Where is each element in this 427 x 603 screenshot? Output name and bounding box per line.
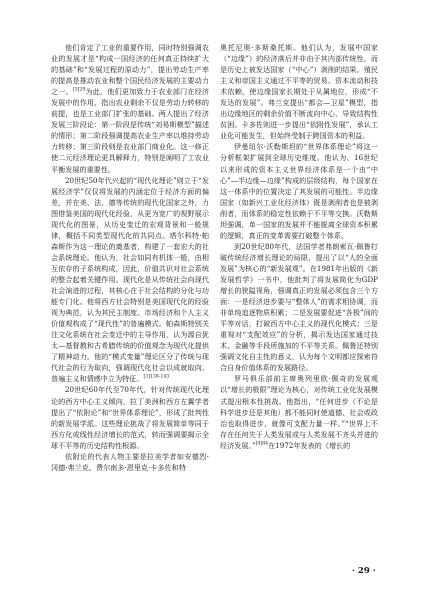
paragraph-text: 罗马俱乐部前主席奥列里欧·佩奇的发展观以“增长的极限”理论为核心，对传统工业化发展模式提出根本性挑战。他指出，“任何进步（不论是科学进步还是其他）都不能同时使道德、社会或政治也取得进步，就像可支配力量一样。”“世界上不存在任何失于人类发展或与人类发展不齐头并进的经济发展。” [220, 374, 378, 450]
citation-ref: [4]84 [255, 441, 269, 447]
citation-ref: [3]138-143 [143, 375, 170, 381]
paragraph-text: 依附论的代表人物主要是拉美学者如安德烈·冈德·弗兰克、费尔南多·恩里克·卡多佐和特 [51, 451, 209, 472]
paragraph-text: 伊曼纽尔·沃勒斯坦的“世界体系理论”将这一分析框架扩展到全球历史维度。他认为，16世纪以来形成的资本主义世界经济体系是一个由“中心”—半边缘—边缘”构成的层级结构，每个国家在这一体系中的位置决定了其发展的可能性。半边缘国家（如新兴工业化经济体）既是剥削者也是被剥削者，而体系的稳定性依赖于不平等交换。沃勒斯坦强调，单一国家的发展并不能脱离全球资本积累的逻辑，真正的变革需要打破整个体系。 [220, 142, 378, 240]
paragraph [220, 241, 378, 374]
paragraph [51, 451, 209, 473]
paragraph-text: 在1972年发表的《增长的 [268, 440, 351, 450]
citation-ref: [3]29 [72, 87, 86, 93]
paragraph [51, 384, 209, 450]
paragraph-text: 为此，他们更加致力于农业部门在经济发展中的作用，指出农业剩余不仅是劳动力转移的前提，也是工业部门扩张的基础。两人提出了经济发展三阶段论：第一阶段是传统“刘易斯模型”描述的情形；第二阶段强调提高农业生产率以维持劳动力转移；第三阶段则是农业部门商业化。这一修正使二元经济理论更具解释力，特别是阐明了工农业平衡发展的重要性。 [51, 87, 210, 174]
paragraph-text: 奥托尼奥·多斯桑托斯。他们认为，发展中国家（“边缘”）的经济落后并非由于其内部传统性，而是历史上被发达国家（“中心”）剥削的结果。殖民主义和帝国主义通过不平等的贸易、资本流动和技术依赖，使边缘国家长期处于从属地位，形成“不发达的发展”。弗兰克提出“都会—卫星”模型，指出边缘地区的剩余价值不断流向中心，导致结构性贫困。卡多佐则进一步提出“依附性发展”，承认工业化可能发生，但始终受制于跨国资本的利益。 [220, 43, 378, 141]
left-text-column [51, 42, 209, 473]
paragraph-text: 他们肯定了工业的重要作用，同时特别强调农业的发展才是“构成一国经济的任何真正持续扩大的基础”和“发展过程的原动力”，提出劳动生产率的提高是推动农业和整个国民经济发展的主要动力之一。 [51, 43, 209, 97]
paragraph [220, 42, 378, 141]
paragraph [51, 42, 209, 175]
right-text-column [220, 42, 378, 451]
page-number: · 29 · [352, 566, 376, 576]
paragraph [51, 175, 209, 385]
paragraph-text: 到20世纪80年代，法国学者弗朗索瓦·佩鲁打破传统经济增长理论的局限，提出了以“人的全面发展”为核心的“新发展观”。在1981年出版的《新发展哲学》一书中，他批判了将发展简化为GDP增长的狭隘视角，强调真正的发展必须包含三个方面：一是经济进步要与“整体人”的需求相协调，而非单纯追逐物质积累；二是发展要促进“各极”间的平等对话，打破西方中心主义的现代化模式；三是重视对“支配效应”的分析，揭示发达国家通过技术、金融等手段所施加的不平等关系。佩鲁还特别强调文化自主性的意义，认为每个文明都应探索符合自身价值体系的发展路径。 [220, 241, 378, 373]
paragraph [220, 141, 378, 240]
paragraph [220, 373, 378, 450]
paragraph-text: 20世纪60年代至70年代，针对传统现代化理论的西方中心主义倾向，拉丁美洲和西方左翼学者提出了“依附论”和“世界体系理论”，形成了批判性的新发展学派。这些理论挑战了将发展简单等同于西方化或线性经济增长的范式，转而强调要揭示全球不平等的历史结构性根源。 [51, 385, 209, 450]
paragraph-text: 20世纪50年代兴起的“现代化理论”则立于“发展经济学”仅仅将发展的内涵定位于经济方面的偏差，并在美、法、德等传统的现代化国家之外，力图借鉴美国的现代化经验，从更为宽广的视野展示现代化的图景，从历史变迁的宏观背景和一般规律，概括不同类型现代化的共同点。塔尔科特·帕森斯作为这一理论的奠基者，构建了一套宏大的社会系统理论。他认为，社会如同有机体一般，由相互依存的子系统构成，因此，价值共识对社会系统的整合起着关键作用。现代化是从传统社会向现代社会演进的过程，其核心在于社会结构的分化与功能专门化。他将西方社会特别是美国现代化的经验视为典范，认为其民主制度、市场经济和个人主义价值观构成了“现代性”的普遍模式。帕森斯特别关注文化系统在社会变迁中的主导作用，认为源自犹太—基督教和古希腊传统的价值观念为现代化提供了精神动力。他的“模式变量”理论区分了传统与现代社会的行为取向，强调现代化社会以成就取向、普遍主义和情感中立为特征。 [51, 175, 209, 384]
